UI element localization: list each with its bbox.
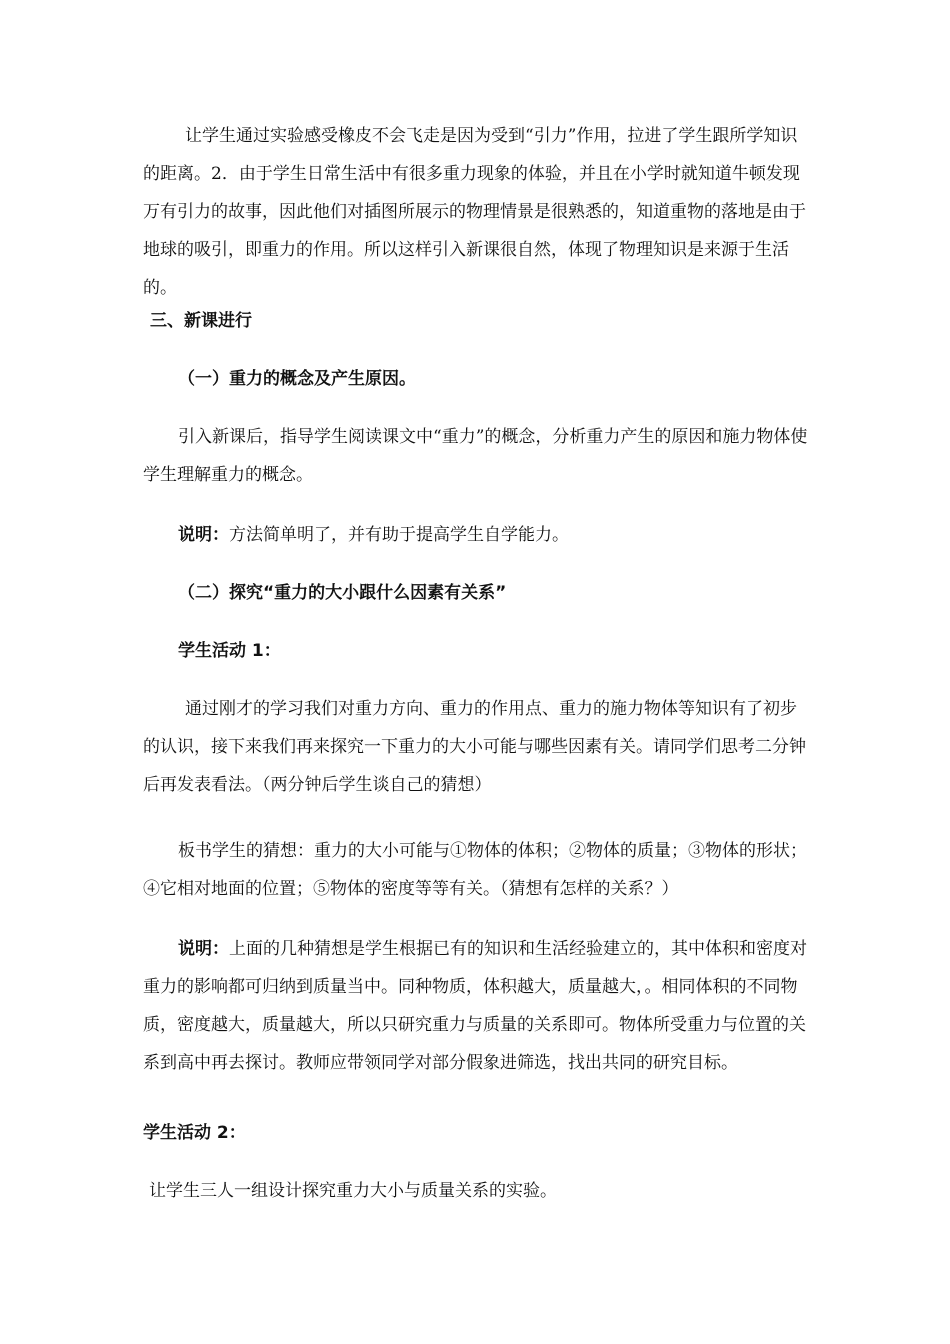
section-heading-new-lesson: 三、新课进行 — [150, 311, 252, 331]
subheading-gravity-factors: （二）探究“重力的大小跟什么因素有关系” — [178, 583, 507, 603]
intro-paragraph: 让学生通过实验感受橡皮不会飞走是因为受到“引力”作用，拉进了学生跟所学知识的距离。2．由于学生日常生活中有很多重力现象的体验，并且在小学时就知道牛顿发现万有引力的故事，因此他们对插图所展示的物理情景是很熟悉的，知道重物的落地是由于地球的吸引，即重力的作用。所以这样引入新课很自然，体现了物理知识是来源于生活的。 — [143, 126, 806, 298]
gravity-concept-paragraph: 引入新课后，指导学生阅读课文中“重力”的概念，分析重力产生的原因和施力物体使学生理解重力的概念。 — [143, 427, 808, 485]
hypotheses-paragraph: 板书学生的猜想：重力的大小可能与①物体的体积；②物体的质量；③物体的形状；④它相对地面的位置；⑤物体的密度等等有关。（猜想有怎样的关系？） — [143, 841, 807, 899]
note-label: 说明： — [178, 525, 229, 545]
activity-2-paragraph: 让学生三人一组设计探究重力大小与质量关系的实验。 — [149, 1181, 557, 1201]
activity-1-paragraph: 通过刚才的学习我们对重力方向、重力的作用点、重力的施力物体等知识有了初步的认识，接下来我们再来探究一下重力的大小可能与哪些因素有关。请同学们思考二分钟后再发表看法。（两分钟后学生谈自己的猜想） — [143, 699, 806, 795]
note-1 — [178, 516, 569, 554]
note-text: 上面的几种猜想是学生根据已有的知识和生活经验建立的，其中体积和密度对重力的影响都可归纳到质量当中。同种物质，体积越大，质量越大，。相同体积的不同物质，密度越大，质量越大，所以只研究重力与质量的关系即可。物体所受重力与位置的关系到高中再去探讨。教师应带领同学对部分假象进筛选，找出共同的研究目标。 — [143, 939, 807, 1073]
subheading-gravity-concept: （一）重力的概念及产生原因。 — [178, 369, 416, 389]
student-activity-1-heading: 学生活动 1： — [178, 641, 281, 661]
note-2 — [143, 930, 808, 1082]
note-label: 说明： — [178, 939, 229, 959]
student-activity-2-heading: 学生活动 2： — [143, 1123, 246, 1143]
note-text: 方法简单明了，并有助于提高学生自学能力。 — [229, 525, 569, 545]
